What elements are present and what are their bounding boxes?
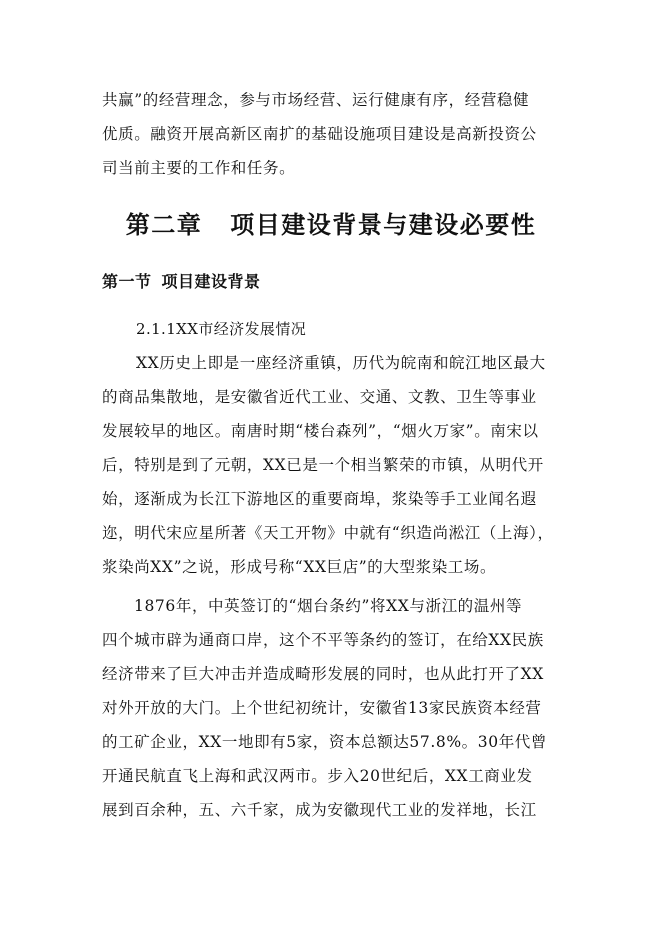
subsection-heading: 2.1.1XX市经济发展情况 [136, 320, 307, 338]
paragraph1-line-5: 始，逐渐成为长江下游地区的重要商埠，浆染等手工业闻名遐 [102, 490, 537, 508]
chapter-title: 项目建设背景与建设必要性 [230, 210, 537, 239]
paragraph2-line-7: 展到百余种，五、六千家，成为安徽现代工业的发祥地，长江 [102, 801, 537, 819]
paragraph2-line-3: 经济带来了巨大冲击并造成畸形发展的同时，也从此打开了XX [102, 665, 544, 683]
paragraph2-line-4: 对外开放的大门。上个世纪初统计，安徽省13家民族资本经营 [102, 699, 542, 717]
paragraph1-line-2: 的商品集散地，是安徽省近代工业、交通、文教、卫生等事业 [102, 388, 537, 406]
section-title: 项目建设背景 [161, 272, 261, 291]
paragraph2-line-2: 四个城市辟为通商口岸，这个不平等条约的签订，在给XX民族 [102, 631, 544, 649]
intro-line-1: 共赢”的经营理念，参与市场经营、运行健康有序，经营稳健 [102, 91, 530, 109]
chapter-number: 第二章 [125, 210, 203, 239]
paragraph2-line-5: 的工矿企业，XX一地即有5家，资本总额达57.8%。30年代曾 [102, 733, 547, 751]
paragraph1-line-3: 发展较早的地区。南唐时期“楼台森列”，“烟火万家”。南宋以 [102, 422, 539, 440]
section-number: 第一节 [102, 272, 152, 291]
paragraph2-line-6: 开通民航直飞上海和武汉两市。步入20世纪后，XX工商业发 [102, 767, 533, 785]
section-heading [102, 271, 261, 293]
paragraph1-line-4: 后，特别是到了元朝，XX已是一个相当繁荣的市镇，从明代开 [102, 456, 544, 474]
paragraph1-line-1: XX历史上即是一座经济重镇，历代为皖南和皖江地区最大 [136, 354, 546, 372]
paragraph1-line-7: 浆染尚XX”之说，形成号称“XX巨店”的大型浆染工场。 [102, 558, 497, 576]
paragraph2-line-1: 1876年，中英签订的“烟台条约”将XX与浙江的温州等 [134, 597, 523, 615]
paragraph1-line-6: 迩，明代宋应星所著《天工开物》中就有“织造尚淞江（上海）， [102, 524, 554, 542]
intro-line-2: 优质。融资开展高新区南扩的基础设施项目建设是高新投资公 [102, 125, 537, 143]
chapter-heading [0, 210, 662, 240]
intro-line-3: 司当前主要的工作和任务。 [102, 159, 296, 177]
